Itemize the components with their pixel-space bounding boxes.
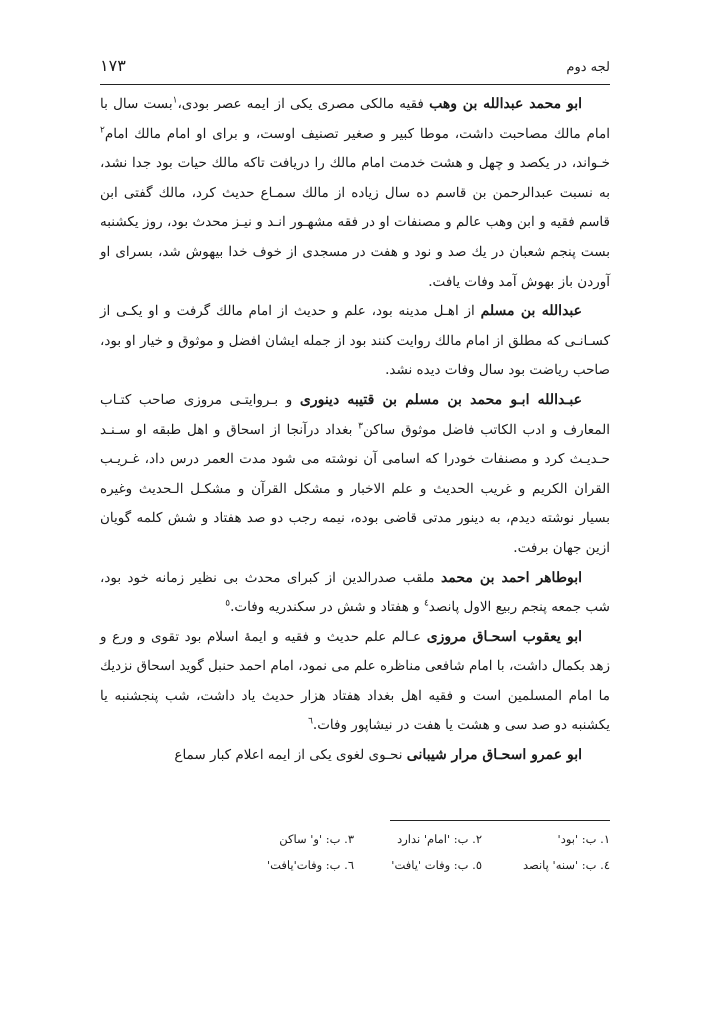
paragraph-abu-yaqub	[100, 623, 610, 741]
paragraph-text: فقیه مالکی مصری یکی از ایمه عصر بودی،	[177, 96, 430, 112]
paragraph-text: ملقب صدرالدین از کبرای محدث بی نظیر زمانه خود بود، شب جمعه پنجم ربیع الاول پانصد	[100, 569, 610, 616]
entry-name: ابوطاهر احمد بن محمد	[440, 569, 582, 586]
footnote-row	[225, 852, 610, 878]
footnote-row	[225, 826, 610, 852]
main-text	[100, 90, 610, 771]
entry-name: ابو یعقوب اسحـاق مروزی	[426, 628, 582, 645]
paragraph-abu-amr	[100, 741, 610, 771]
entry-name: ابو محمد عبدالله بن وهب	[429, 96, 582, 112]
footnote-5: ٥. ب: وفات 'یافت'	[391, 858, 482, 872]
footnote-6: ٦. ب: وفات'یافت'	[266, 858, 354, 872]
paragraph-text: عـالم علم حدیث و فقیه و ایمهٔ اسلام بود تقوی و ورع و زهد بکمال داشت، با امام شافعی مناظره علم می نمود، امام احمد حنبل گوید اسحاق نزدیك ما امام المسلمین است و فقیه اهل بغداد هفتاد هزار حدیث یاد داشت، شب پنجشنبه یا یکشنبه دو صد سی و هشت یا هفت در نیشاپور وفات.	[100, 628, 610, 734]
footnote-3: ٣. ب: 'و' ساکن	[279, 832, 354, 846]
footnotes	[225, 826, 610, 878]
footnote-ref: ١	[172, 95, 178, 106]
footnote-ref: ٦	[308, 716, 313, 727]
paragraph-text: خـواند، در یکصد و چهل و هشت خدمت امام مالك را دریافت تاکه مالك حیات بود جدا نشد، به نسبت عبدالرحمن بن قاسم ده سال زیاده از مالك سمـاع حدیث کرد، مالك گفتی ابن قاسم فقیه و ابن وهب عالم و مصنفات او در فقه مشهـور انـد و نیـز محدث بود، روز یکشنبه بست پنجم شعبان در یك صد و نود و هفت در مسجدی از خوف خدا بیهوش شد، بسرای او آوردن باز بهوش آمد وفات یافت.	[100, 155, 610, 290]
paragraph-ibn-wahb	[100, 90, 610, 297]
header-divider	[100, 84, 610, 85]
footnote-divider	[390, 820, 610, 821]
footnote-ref: ٢	[100, 125, 105, 136]
paragraph-text: و بـروایتـی مروزی صاحب کتـاب المعارف و ادب الکاتب فاضل موثوق ساکن	[100, 391, 610, 438]
paragraph-abu-tahir	[100, 564, 610, 623]
footnote-4: ٤. ب: 'سنه' پانصد	[522, 858, 610, 872]
footnote-ref: ٥	[225, 598, 231, 609]
footnote-2: ٢. ب: 'امام' ندارد	[397, 832, 482, 846]
paragraph-text: نحـوی لغوی یکی از ایمه اعلام کبار سماع	[174, 747, 407, 764]
paragraph-text: بست سال با امام مالك مصاحبت داشت، موطا کبیر و صغیر تصنیف اوست، و برای او امام مالك امام	[100, 96, 610, 142]
running-title: لجه دوم	[566, 60, 610, 75]
paragraph-text: و هفتاد و شش در سکندریه وفات.	[230, 599, 424, 616]
page-number: ١٧٣	[100, 56, 126, 75]
entry-name: عبدالله بن مسلم	[480, 303, 582, 320]
footnote-ref: ٣	[358, 421, 364, 432]
paragraph-text: بغداد درآنجا از اسحاق و اهل طبقه او سـنـد حـدیـث کرد و مصنفات خودرا که اسامی آن نوشته می شود مدت العمر درس داد، غـریـب القران الکریم و غریب الحدیث و علم الاخبار و مشکل القرآن و مشکـل الـحدیث وغیره بسیار نوشته دیدم، به دینور مدتی قاضی بوده، نیمه رجب دو صد هفتاد و شش کلمه گویان ازین جهان برفت.	[100, 421, 610, 556]
paragraph-text: از اهـل مدینه بود، علم و حدیث از امام مالك گرفت و او یکـی از کسـانـی که مطلق از امام مالك روایت کنند بود از جمله ایشان افضل و موثوق و خیار او بود، صاحب ریاضت بود سال وفات دیده نشد.	[100, 303, 610, 379]
paragraph-abdullah-muslim	[100, 297, 610, 386]
running-header	[100, 56, 610, 80]
paragraph-ibn-qutayba	[100, 386, 610, 564]
footnote-ref: ٤	[423, 598, 429, 609]
footnote-1: ١. ب: 'بود'	[557, 832, 610, 846]
entry-name: عبـدالله ابـو محمد بن مسلم بن قتیبه دینوری	[299, 391, 582, 408]
entry-name: ابو عمرو اسحـاق مرار شیبانی	[406, 747, 582, 764]
